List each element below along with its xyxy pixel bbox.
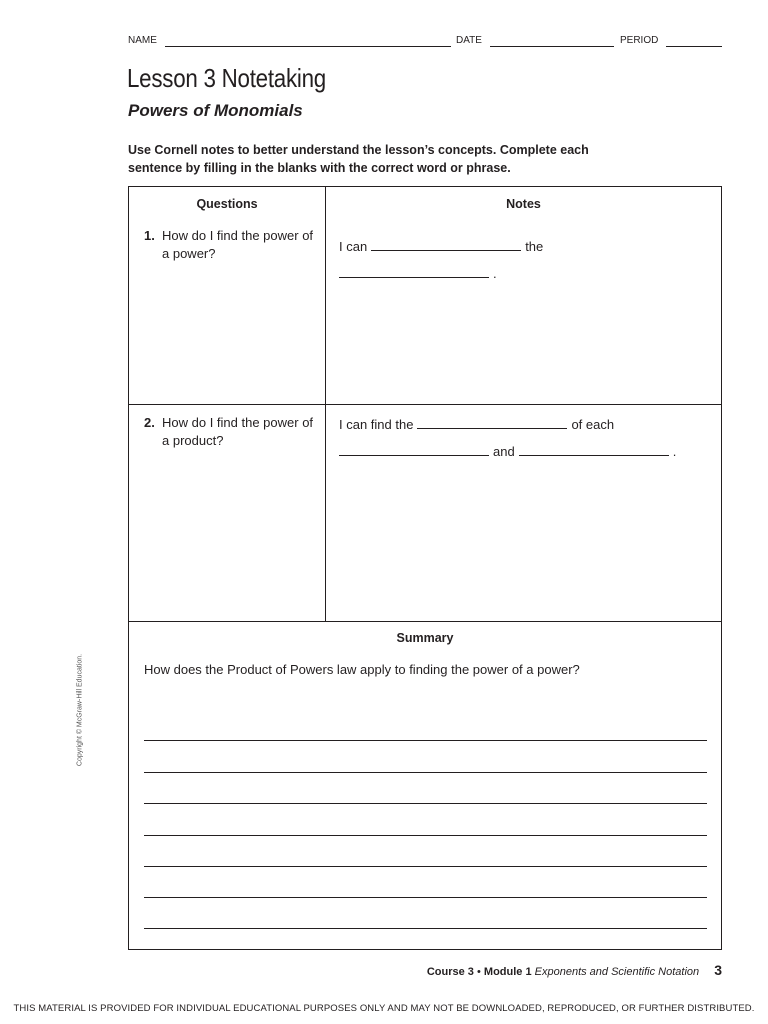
writing-line[interactable] xyxy=(144,928,707,929)
summary-divider xyxy=(129,621,721,622)
summary-question: How does the Product of Powers law apply to finding the power of a power? xyxy=(144,662,580,677)
note-text: and xyxy=(493,444,515,459)
note-text: I can find the xyxy=(339,417,414,432)
summary-header: Summary xyxy=(396,631,454,645)
fill-in-blank[interactable] xyxy=(519,442,669,456)
student-info-header xyxy=(128,35,724,49)
page-number: 3 xyxy=(714,962,722,978)
footer-topic: Exponents and Scientific Notation xyxy=(534,966,700,978)
fill-in-blank[interactable] xyxy=(339,442,489,456)
note-text: the xyxy=(525,239,544,254)
question-text: How do I find the power of a product? xyxy=(162,415,314,448)
notes-header: Notes xyxy=(506,197,541,211)
date-field[interactable] xyxy=(490,46,614,47)
question-number: 1. xyxy=(144,228,155,243)
note-sentence xyxy=(339,415,614,432)
question-text: How do I find the power of a power? xyxy=(162,228,314,261)
note-text: I can xyxy=(339,239,368,254)
distribution-disclaimer: THIS MATERIAL IS PROVIDED FOR INDIVIDUAL EDUCATIONAL PURPOSES ONLY AND MAY NOT BE DOWNLOADED, REPRODUCED, OR FURTHER DISTRIBUTED. xyxy=(13,1003,755,1014)
note-text: of each xyxy=(571,417,615,432)
lesson-title: Lesson 3 Notetaking xyxy=(127,63,326,93)
writing-line[interactable] xyxy=(144,803,707,804)
note-text: . xyxy=(493,266,497,281)
period-label: PERIOD xyxy=(620,35,659,46)
name-field[interactable] xyxy=(165,46,451,47)
name-label: NAME xyxy=(128,35,157,46)
note-sentence xyxy=(339,264,497,281)
period-field[interactable] xyxy=(666,46,722,47)
writing-line[interactable] xyxy=(144,835,707,836)
note-sentence xyxy=(339,237,543,254)
note-text: . xyxy=(672,444,677,459)
writing-line[interactable] xyxy=(144,897,707,898)
note-sentence xyxy=(339,442,676,459)
instructions: Use Cornell notes to better understand the lesson’s concepts. Complete each sentence by filling in the blanks with the correct word or phrase. xyxy=(128,143,589,175)
date-label: DATE xyxy=(456,35,482,46)
page-footer xyxy=(427,962,722,978)
fill-in-blank[interactable] xyxy=(339,264,489,278)
footer-module: Module 1 xyxy=(483,966,532,978)
lesson-subtitle: Powers of Monomials xyxy=(128,101,303,120)
writing-line[interactable] xyxy=(144,740,707,741)
row-divider xyxy=(129,404,721,405)
writing-line[interactable] xyxy=(144,866,707,867)
footer-course: Course 3 xyxy=(426,966,474,978)
copyright-notice: Copyright © McGraw-Hill Education. xyxy=(76,653,84,767)
fill-in-blank[interactable] xyxy=(417,415,567,429)
writing-line[interactable] xyxy=(144,772,707,773)
cornell-notes-table xyxy=(128,186,722,950)
question-number: 2. xyxy=(144,415,155,430)
questions-header: Questions xyxy=(196,197,258,211)
fill-in-blank[interactable] xyxy=(371,237,521,251)
footer-bullet: • xyxy=(476,966,481,978)
